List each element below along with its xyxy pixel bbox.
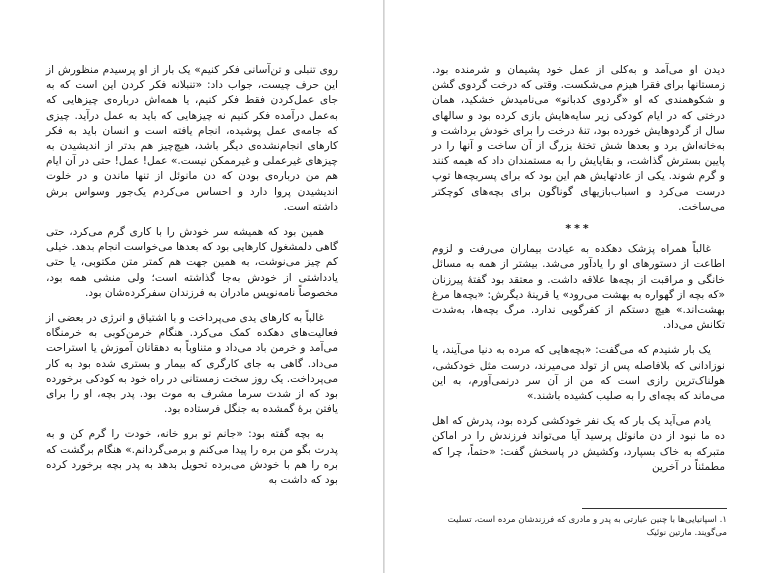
paragraph: غالباً همراه پزشک دهکده به عیادت بیماران می‌رفت و لزوم اطاعت از دستورهای او را یادآور می‌شد. بیشتر از همه به مسائل خانگی و مراقبت از بچه‌ها علاقه داشت. و معتقد بود گفتهٔ پیرزنان «که بچه از گهواره به بهشت می‌رود» یا قرینهٔ دیگرش: «بچه‌ها مرغ بهشت‌اند.» هیچ دستکم از کفرگویی ندارد. مرگ بچه‌ها، به‌شدت تکانش می‌داد. bbox=[432, 243, 725, 332]
footnote-divider bbox=[582, 508, 727, 509]
left-page bbox=[0, 0, 383, 573]
paragraph: دیدن او می‌آمد و به‌کلی از عمل خود پشیمان و شرمنده بود. زمستانها برای فقرا هیزم می‌شکست. وقتی که درخت گردوی گشن و شکوهمندی که او «گردوی کدبانو» می‌نامیدش خشکید، همان درختی که در ایام کودکی زیر سایه‌هایش بازی کرده بود و سالهای سال از گردوهایش خورده بود، تنهٔ درخت را برای خودش برداشت و به‌خانه‌اش برد و بعدها شش تختهٔ بزرگ از آن ساخت و آنها را در پایین بسترش گذاشت، و بقایایش را به مستمندان داد که هیمه کنند و گرم شوند. یکی از عادتهایش هم این بود که برای پسربچه‌ها توپ درست می‌کرد و اسباب‌بازیهای گوناگون برای بچه‌های کوچکتر می‌ساخت. bbox=[432, 64, 725, 213]
right-page bbox=[385, 0, 768, 573]
paragraph: یادم می‌آید یک بار که یک نفر خودکشی کرده بود، پدرش که اهل ده ما نبود از دن مانوئل پرسید آیا می‌تواند فرزندش را در اماکن متبرکه به خاک بسپارد، وکشیش در پاسخش گفت: «حتماً، چرا که مطمئناً در آخرین bbox=[432, 415, 725, 473]
paragraph: غالباً به کارهای یدی می‌پرداخت و با اشتیاق و انرژی در بعضی از فعالیت‌های دهکده کمک می‌کرد. هنگام خرمن‌کوبی به خرمنگاه می‌آمد و خرمن باد می‌داد و متناوباً به دهقانان آموزش یا استراحت می‌داد. گاهی به جای کارگری که بیمار و بستری شده بود به کار می‌پرداخت. یک روز سخت زمستانی در راه خود به کودکی برخورده بود که از شدت سرما مشرف به موت بود. پدر بچه، او را برای یافتن برهٔ گمشده به جنگل فرستاده بود. bbox=[46, 312, 338, 416]
paragraph: همین بود که همیشه سر خودش را با کاری گرم می‌کرد، حتی گاهی دلمشغول کارهایی بود که بعدها می‌خواست انجام بدهد. خیلی کم چیز می‌نوشت، به همین جهت هم کمتر متن مکتوبی، یا حتی یادداشتی از خودش به‌جا گذاشته است؛ ولی منشی همه بود، مخصوصاً نامه‌نویس مادران به فرزندان سفرکرده‌شان بود. bbox=[46, 226, 338, 299]
footnote: ۱. اسپانیایی‌ها با چنین عبارتی به پدر و مادری که فرزندشان مرده است، تسلیت می‌گویند. مارتین نوئیک bbox=[447, 515, 727, 538]
paragraph: روی تنبلی و تن‌آسانی فکر کنیم» یک بار از او پرسیدم منظورش از این حرف چیست، جواب داد: «تنبلانه فکر کردن این است که به جای عمل‌کردن فقط فکر کنیم، یا همه‌اش درباره‌ی چیزهایی که به‌عمل درآمده فکر کنیم نه چیزهایی که باید به عمل درآید. چیزی که جامه‌ی عمل پوشیده، انجام یافته است و انسان باید به فکر کارهای انجام‌نشده‌ی دیگر باشد، هیچ‌چیز هم بدتر از اندیشیدن به چیزهای غیرعملی و غیرممکن نیست.» عمل! عمل! حتی در آن ایام هم من درباره‌ی بودن که دن مانوئل از تنها ماندن و در خلوت اندیشیدن پروا دارد و احساس می‌کردم یک‌جور وسواس برش داشته است. bbox=[46, 64, 338, 213]
paragraph: یک بار شنیدم که می‌گفت: «بچه‌هایی که مرده به دنیا می‌آیند، یا نوزادانی که بلافاصله پس از تولد می‌میرند، درست مثل خودکشی، هولناک‌ترین رازی است که من از آن سر درنمی‌آورم، به این می‌ماند که بچه‌ای را به صلیب کشیده باشند.» bbox=[432, 344, 725, 403]
right-page-body bbox=[432, 63, 725, 485]
paragraph: به بچه گفته بود: «جانم تو برو خانه، خودت را گرم کن و به پدرت بگو من بره را پیدا می‌کنم و برمی‌گردانم.» هنگام برگشت که بره را هم با خودش می‌برده تحویل بدهد به پدر بچه برخورد کرده بود که داشت به bbox=[46, 428, 338, 487]
section-break: *** bbox=[565, 222, 592, 236]
left-page-body bbox=[46, 63, 338, 498]
